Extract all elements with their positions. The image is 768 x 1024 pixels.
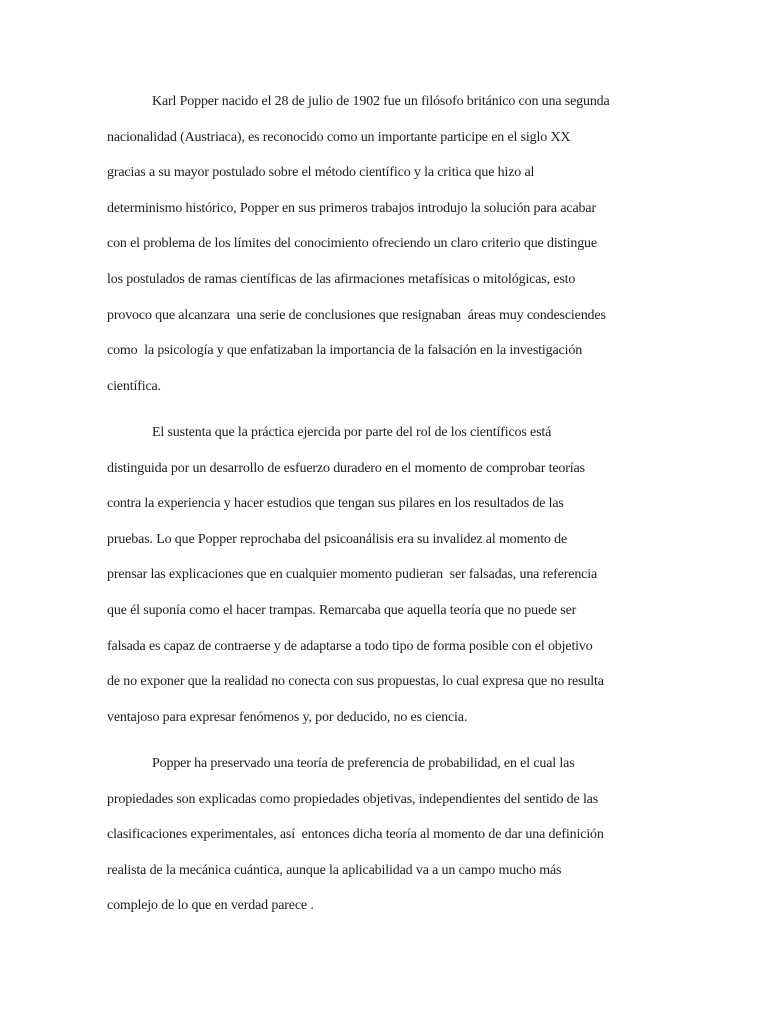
paragraph-line: Popper ha preservado una teoría de preferencia de probabilidad, en el cual las — [152, 756, 575, 771]
paragraph-line: pruebas. Lo que Popper reprochaba del psicoanálisis era su invalidez al momento de — [107, 531, 568, 547]
paragraph-line: El sustenta que la práctica ejercida por parte del rol de los científicos está — [152, 425, 552, 440]
paragraph-line: falsada es capaz de contraerse y de adaptarse a todo tipo de forma posible con el objetivo — [107, 638, 593, 654]
paragraph-line: distinguida por un desarrollo de esfuerzo duradero en el momento de comprobar teorías — [107, 460, 585, 476]
paragraph-line: provoco que alcanzara una serie de conclusiones que resignaban áreas muy condesciendes — [107, 307, 606, 323]
paragraph-line: los postulados de ramas científicas de las afirmaciones metafísicas o mitológicas, esto — [107, 271, 576, 287]
paragraph-line: nacionalidad (Austriaca), es reconocido como un importante participe en el siglo XX — [107, 129, 571, 145]
paragraph-line: realista de la mecánica cuántica, aunque la aplicabilidad va a un campo mucho más — [107, 862, 562, 878]
paragraph-line: Karl Popper nacido el 28 de julio de 1902 fue un filósofo británico con una segunda — [152, 94, 610, 109]
paragraph-line: como la psicología y que enfatizaban la importancia de la falsación en la investigación — [107, 343, 583, 359]
paragraph-line: determinismo histórico, Popper en sus primeros trabajos introdujo la solución para acabar — [107, 200, 596, 216]
paragraph-1 — [107, 84, 667, 404]
paragraph-line: complejo de lo que en verdad parece . — [107, 898, 314, 914]
paragraph-line: gracias a su mayor postulado sobre el método científico y la critica que hizo al — [107, 165, 535, 181]
paragraph-line: que él suponía como el hacer trampas. Remarcaba que aquella teoría que no puede ser — [107, 602, 577, 618]
paragraph-line: prensar las explicaciones que en cualquier momento pudieran ser falsadas, una referencia — [107, 567, 598, 583]
paragraph-line: propiedades son explicadas como propiedades objetivas, independientes del sentido de las — [107, 791, 599, 807]
paragraph-line: con el problema de los límites del conocimiento ofreciendo un claro criterio que distingue — [107, 236, 597, 252]
paragraph-2 — [107, 415, 667, 735]
paragraph-3 — [107, 746, 667, 924]
paragraph-line: de no exponer que la realidad no conecta con sus propuestas, lo cual expresa que no resulta — [107, 674, 604, 690]
paragraph-line: contra la experiencia y hacer estudios que tengan sus pilares en los resultados de las — [107, 496, 564, 512]
paragraph-line: científica. — [107, 378, 161, 394]
paragraph-line: clasificaciones experimentales, así entonces dicha teoría al momento de dar una definición — [107, 827, 604, 843]
paragraph-line: ventajoso para expresar fenómenos y, por deducido, no es ciencia. — [107, 709, 468, 725]
